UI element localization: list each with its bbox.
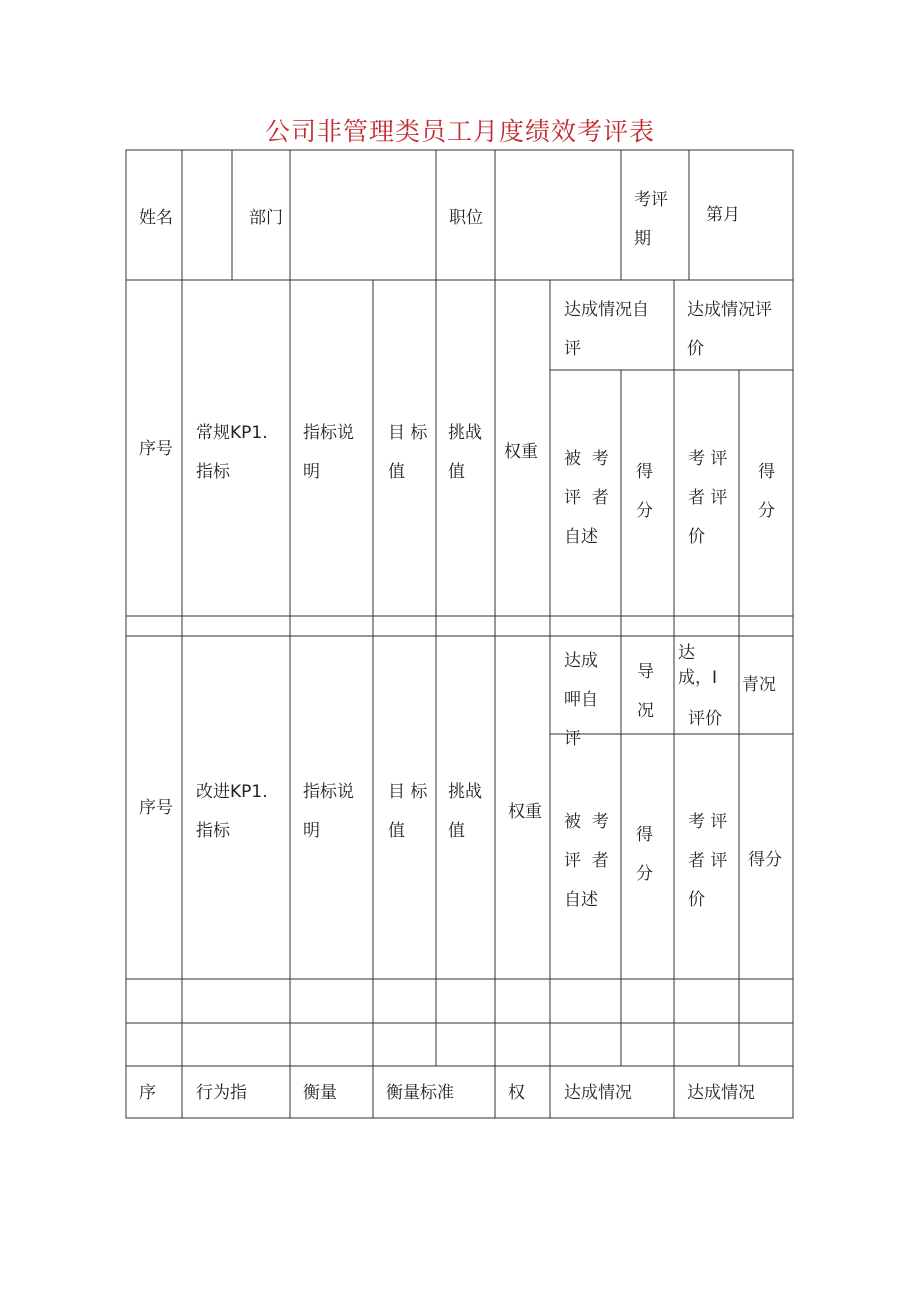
behavior-measure-label: 衡量 [303, 1083, 337, 1103]
period-label: 考评 期 [634, 190, 668, 249]
improve-self-statement: 被 考 评 者 自述 [564, 812, 609, 910]
improve-evaluation-header-b: 青况 [742, 675, 776, 695]
improve-desc-label: 指标说 明 [303, 782, 354, 841]
routine-seq-label: 序号 [139, 439, 173, 459]
routine-self-statement: 被 考 评 者 自述 [564, 449, 609, 547]
routine-self-eval-header: 达成情况自 评 [564, 300, 649, 359]
improve-evaluator: 考 评 者 评 价 [688, 812, 728, 910]
dept-label: 部门 [249, 208, 283, 228]
improve-seq-label: 序号 [139, 798, 173, 818]
routine-target-label: 目 标 值 [388, 423, 428, 482]
routine-challenge-label: 挑战 值 [448, 423, 482, 482]
routine-weight-label: 权重 [504, 442, 538, 462]
improve-self-eval-header-b: 导 况 [637, 662, 654, 721]
period-value: 第月 [706, 205, 740, 225]
improve-kpi-label: 改进KP1. 指标 [196, 782, 268, 841]
position-label: 职位 [449, 208, 483, 228]
improve-eval-score: 得分 [748, 850, 782, 870]
behavior-evaluation-label: 达成情况 [687, 1083, 755, 1103]
routine-eval-score: 得 分 [758, 462, 775, 521]
improve-weight-label: 权重 [508, 802, 542, 822]
routine-kpi-label: 常规KP1. 指标 [196, 423, 268, 482]
improve-challenge-label: 挑战 值 [448, 782, 482, 841]
routine-evaluator: 考 评 者 评 价 [688, 449, 728, 547]
improve-target-label: 目 标 值 [388, 782, 428, 841]
improve-self-eval-header: 达成 呷自 评 [564, 651, 598, 749]
behavior-seq-label: 序 [139, 1083, 156, 1103]
behavior-indicator-label: 行为指 [196, 1083, 247, 1103]
improve-self-score: 得 分 [636, 825, 653, 884]
name-label: 姓名 [139, 208, 173, 228]
routine-desc-label: 指标说 明 [303, 423, 354, 482]
routine-evaluation-header: 达成情况评 价 [687, 300, 772, 359]
behavior-self-eval-label: 达成情况 [564, 1083, 632, 1103]
improve-evaluation-header-2: 评价 [688, 709, 722, 729]
improve-evaluation-header: 达 成，I [678, 643, 718, 688]
routine-self-score: 得 分 [636, 462, 653, 521]
behavior-standard-label: 衡量标准 [386, 1083, 454, 1103]
behavior-weight-label: 权 [508, 1083, 525, 1103]
page-title: 公司非管理类员工月度绩效考评表 [264, 117, 655, 146]
